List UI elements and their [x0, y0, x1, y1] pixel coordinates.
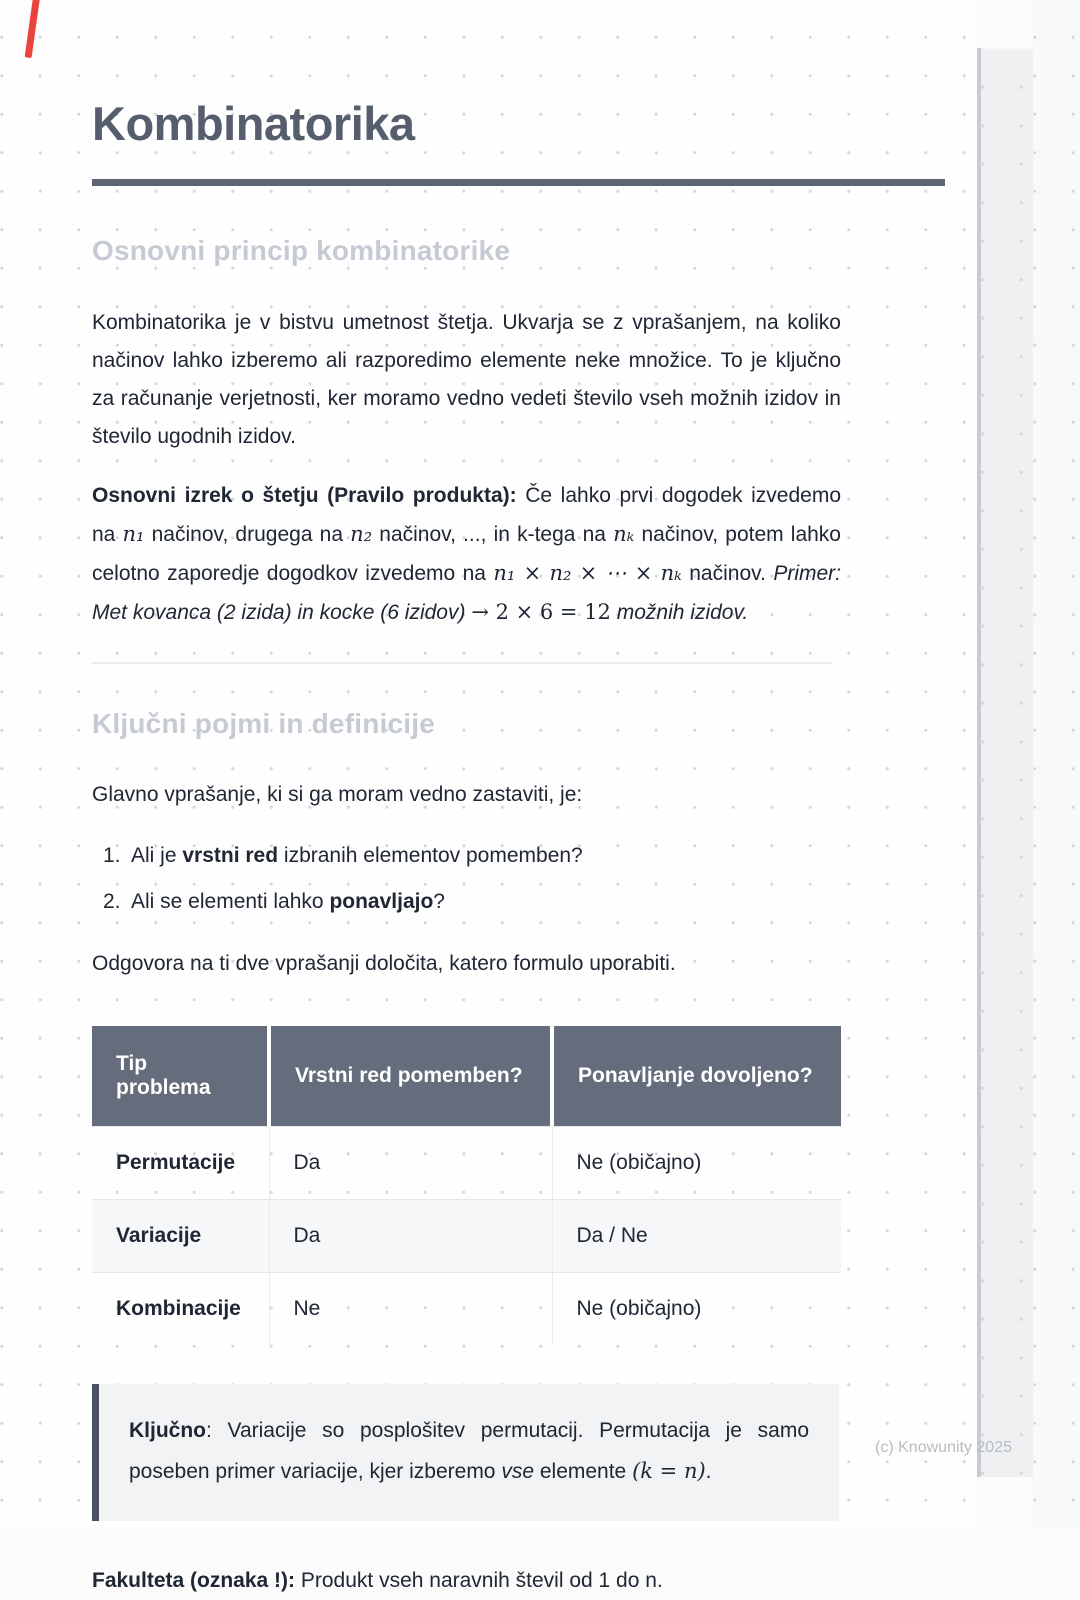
- cell-order: Ne: [269, 1273, 552, 1346]
- callout-math: (k = n): [632, 1459, 706, 1483]
- answer-note: Odgovora na ti dve vprašanji določita, katero formulo uporabiti.: [92, 952, 676, 975]
- table-header-row: [92, 1026, 841, 1127]
- theorem-lead: Osnovni izrek o štetju (Pravilo produkta):: [92, 484, 517, 507]
- page-content: [92, 0, 841, 1600]
- section-divider: [92, 662, 832, 664]
- theorem-text-3: načinov, ..., in k-tega na: [372, 523, 614, 546]
- table-header-type: Tip problema: [92, 1026, 269, 1127]
- intro-paragraph: Kombinatorika je v bistvu umetnost štetja. Ukvarja se z vprašanjem, na koliko načinov lahko izberemo ali razporedimo elemente neke množice. To je ključno za računanje verjetnosti, ker moramo vedno vedeti število vseh možnih izidov in število ugodnih izidov.: [92, 311, 841, 448]
- page-title: Kombinatorika: [92, 97, 415, 150]
- problem-type-table: [92, 1026, 841, 1345]
- callout-text-3: .: [705, 1460, 712, 1483]
- theorem-text-1: Če lahko prvi dogodek izvedemo na: [92, 484, 841, 546]
- next-page-edge-strip: [981, 48, 1033, 1477]
- factorial-lead: Fakulteta (oznaka !):: [92, 1569, 296, 1592]
- list-item: [92, 843, 841, 869]
- cell-type: Permutacije: [92, 1127, 269, 1200]
- table-row: [92, 1273, 841, 1346]
- callout-text-1: : Variacije so posplošitev permutacij. Permutacija je samo poseben primer variacije, kjer izberemo: [129, 1419, 809, 1483]
- section-heading-terms: Ključni pojmi in definicije: [92, 708, 435, 739]
- theorem-paragraph: [92, 477, 841, 632]
- factorial-paragraph: [92, 1562, 841, 1600]
- outer-background: [1033, 0, 1080, 1528]
- example-tail: možnih izidov.: [610, 601, 749, 624]
- theorem-text-4: načinov, potem lahko celotno zaporedje dogodkov izvedemo na: [92, 523, 841, 585]
- list-text-post: ?: [433, 890, 445, 913]
- math-n1: n₁: [122, 522, 145, 546]
- table-header-order: Vrstni red pomemben?: [269, 1026, 552, 1127]
- list-text-pre: Ali je: [131, 844, 183, 867]
- list-item-text: [131, 843, 583, 869]
- cell-repeat: Ne (običajno): [552, 1127, 841, 1200]
- table-row: [92, 1200, 841, 1273]
- cell-type: Variacije: [92, 1200, 269, 1273]
- callout-text-2: elemente: [534, 1460, 633, 1483]
- copyright-footer: (c) Knowunity 2025: [875, 1439, 1012, 1456]
- cell-repeat: Da / Ne: [552, 1200, 841, 1273]
- factorial-text: Produkt vseh naravnih števil od 1 do n.: [295, 1569, 663, 1592]
- example-text: Primer: Met kovanca (2 izida) in kocke (6 izidov): [92, 562, 841, 624]
- cell-repeat: Ne (običajno): [552, 1273, 841, 1346]
- theorem-text-5: načinov.: [681, 562, 774, 585]
- table-header-repeat: Ponavljanje dovoljeno?: [552, 1026, 841, 1127]
- theorem-text-2: načinov, drugega na: [144, 523, 351, 546]
- list-text-pre: Ali se elementi lahko: [131, 890, 330, 913]
- cell-order: Da: [269, 1200, 552, 1273]
- section-heading-basics: Osnovni princip kombinatorike: [92, 235, 511, 266]
- callout-emphasis: vse: [501, 1460, 535, 1483]
- list-item-text: [131, 889, 445, 915]
- math-n2: n₂: [350, 522, 373, 546]
- list-text-post: izbranih elementov pomemben?: [278, 844, 583, 867]
- math-nk: nₖ: [613, 522, 635, 546]
- key-callout: [92, 1384, 839, 1521]
- red-bookmark-mark: [25, 0, 41, 58]
- list-number: 2.: [103, 890, 121, 913]
- list-number: 1.: [103, 844, 121, 867]
- cell-type: Kombinacije: [92, 1273, 269, 1346]
- example-formula: → 2 × 6 = 12: [471, 600, 611, 624]
- question-list: [92, 843, 841, 915]
- list-text-bold: ponavljajo: [329, 890, 434, 913]
- question-intro: Glavno vprašanje, ki si ga moram vedno zastaviti, je:: [92, 783, 583, 806]
- list-text-bold: vrstni red: [182, 844, 279, 867]
- math-product-formula: n₁ × n₂ × ⋯ × nₖ: [493, 561, 682, 585]
- list-item: [92, 889, 841, 915]
- table-row: [92, 1127, 841, 1200]
- cell-order: Da: [269, 1127, 552, 1200]
- title-underline-bar: [92, 179, 945, 186]
- callout-lead: Ključno: [129, 1419, 206, 1442]
